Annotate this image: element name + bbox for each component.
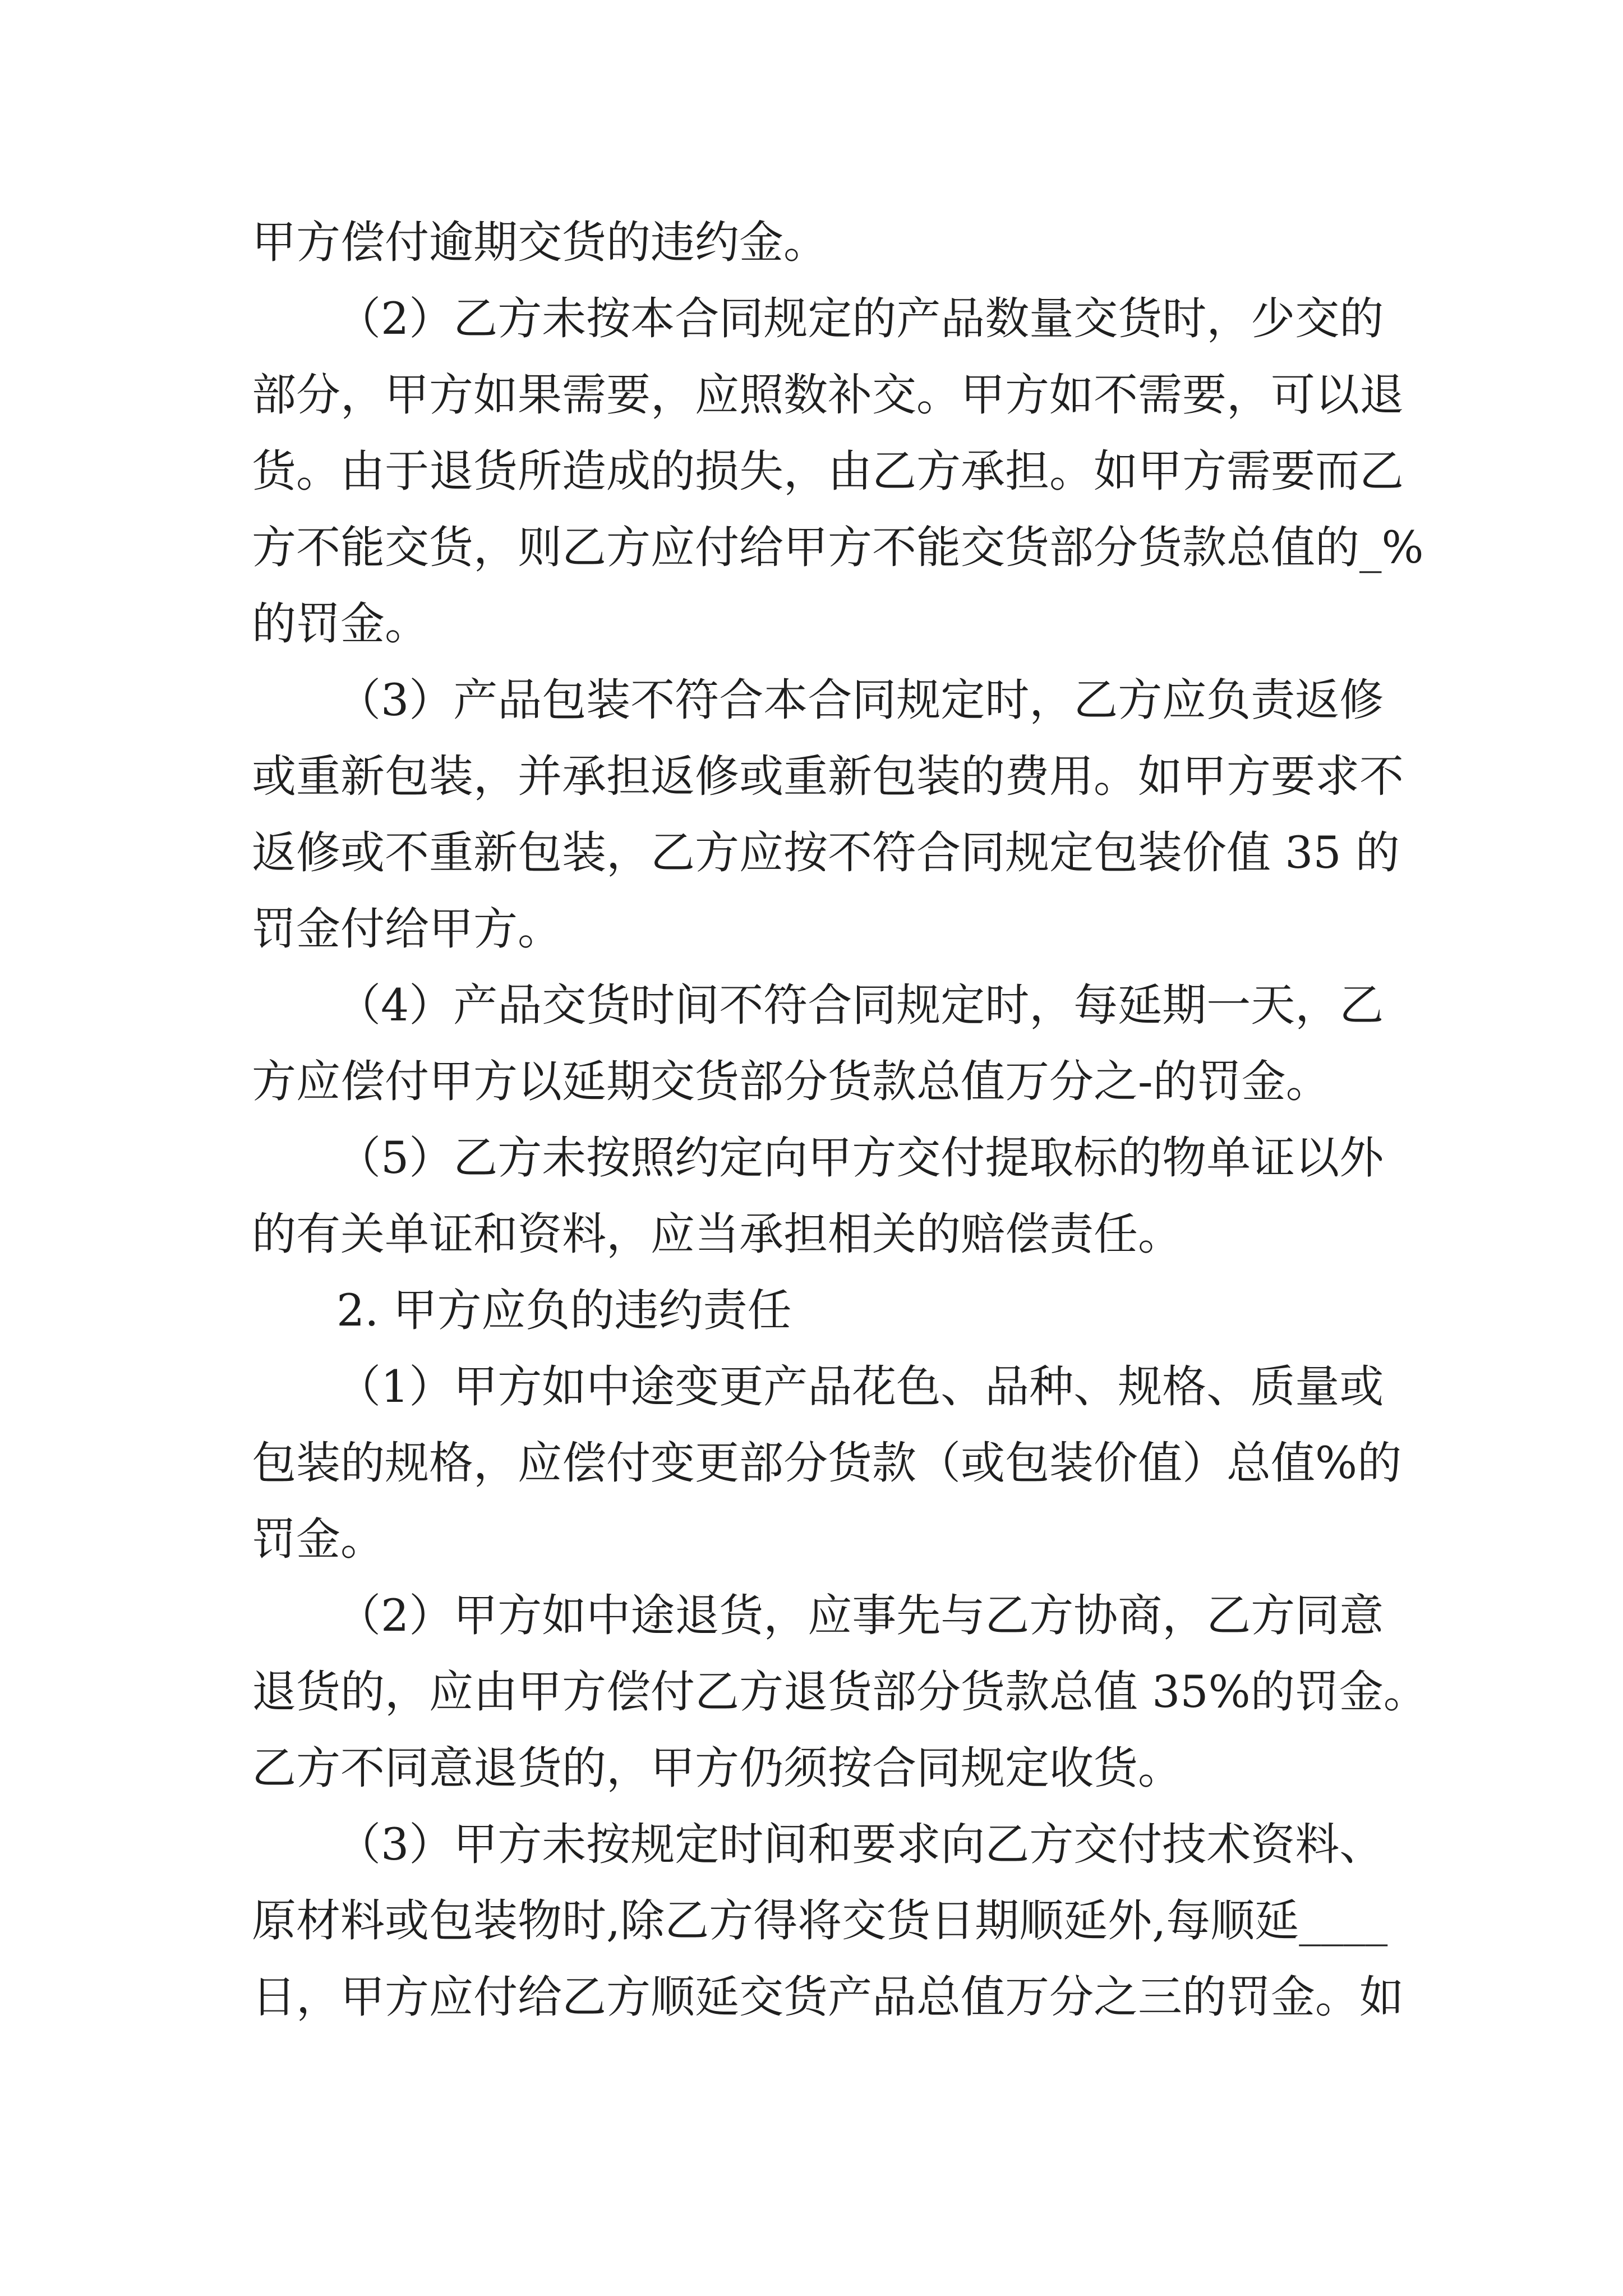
- text-line: 方应偿付甲方以延期交货部分货款总值万分之-的罚金。: [252, 1056, 1330, 1107]
- text-line: （2）乙方未按本合同规定的产品数量交货时，少交的: [336, 293, 1384, 344]
- text-line: 或重新包装，并承担返修或重新包装的费用。如甲方要求不: [252, 751, 1404, 802]
- text-line: 罚金付给甲方。: [252, 903, 562, 955]
- text-line: （1）甲方如中途变更产品花色、品种、规格、质量或: [336, 1361, 1384, 1412]
- text-line: 部分，甲方如果需要，应照数补交。甲方如不需要，可以退: [252, 369, 1404, 421]
- text-line: 日，甲方应付给乙方顺延交货产品总值万分之三的罚金。如: [252, 1971, 1404, 2023]
- text-line: 甲方偿付逾期交货的违约金。: [252, 217, 828, 268]
- text-line: 原材料或包装物时,除乙方得将交货日期顺延外,每顺延____: [252, 1895, 1388, 1947]
- text-line: 返修或不重新包装，乙方应按不符合同规定包装价值 35 的: [252, 827, 1400, 878]
- text-line: （5）乙方未按照约定向甲方交付提取标的物单证以外: [336, 1132, 1384, 1184]
- text-line: 退货的，应由甲方偿付乙方退货部分货款总值 35%的罚金。: [252, 1666, 1428, 1718]
- text-line: 罚金。: [252, 1513, 385, 1565]
- text-line: 乙方不同意退货的，甲方仍须按合同规定收货。: [252, 1742, 1182, 1794]
- text-line: 货。由于退货所造成的损失，由乙方承担。如甲方需要而乙: [252, 445, 1404, 497]
- text-line: 的有关单证和资料，应当承担相关的赔偿责任。: [252, 1208, 1182, 1260]
- text-line: 包装的规格，应偿付变更部分货款（或包装价值）总值%的: [252, 1437, 1402, 1489]
- text-line: （2）甲方如中途退货，应事先与乙方协商，乙方同意: [336, 1590, 1384, 1641]
- text-line: （3）产品包装不符合本合同规定时，乙方应负责返修: [336, 674, 1384, 726]
- section-heading: 2. 甲方应负的违约责任: [336, 1285, 792, 1336]
- text-line: 的罚金。: [252, 598, 429, 650]
- text-line: （4）产品交货时间不符合同规定时，每延期一天，乙: [336, 979, 1384, 1031]
- text-line: 方不能交货，则乙方应付给甲方不能交货部分货款总值的_%: [252, 522, 1424, 573]
- text-line: （3）甲方未按规定时间和要求向乙方交付技术资料、: [336, 1819, 1384, 1870]
